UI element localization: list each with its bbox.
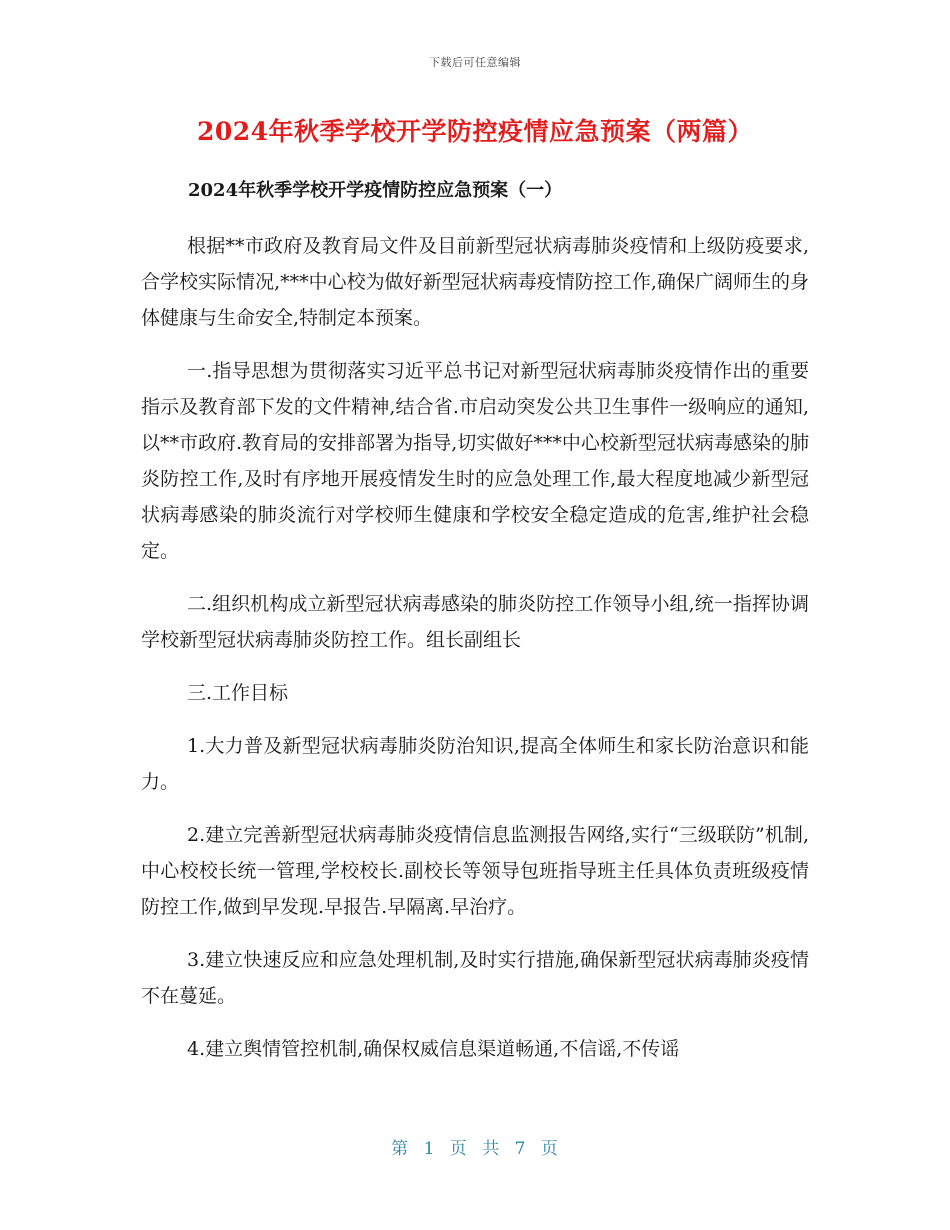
paragraph-goal-1: 1.大力普及新型冠状病毒肺炎防治知识,提高全体师生和家长防治意识和能力。 (141, 735, 809, 793)
section-title: 2024年秋季学校开学疫情防控应急预案（一） (188, 180, 563, 201)
footer-page-prefix: 第 (391, 1139, 410, 1159)
paragraph-intro: 根据**市政府及教育局文件及目前新型冠状病毒肺炎疫情和上级防疫要求,合学校实际情况,***中心校为做好新型冠状病毒疫情防控工作,确保广阔师生的身体健康与生命安全,特制定本预案。 (141, 235, 809, 329)
paragraph-work-goals-heading: 三.工作目标 (187, 682, 289, 704)
paragraph-goal-3: 3.建立快速反应和应急处理机制,及时实行措施,确保新型冠状病毒肺炎疫情不在蔓延。 (141, 949, 809, 1007)
footer-total-suffix: 页 (540, 1139, 559, 1159)
document-body (141, 228, 809, 1084)
paragraph-guiding-thought: 一.指导思想为贯彻落实习近平总书记对新型冠状病毒肺炎疫情作出的重要指示及教育部下发的文件精神,结合省.市启动突发公共卫生事件一级响应的通知,以**市政府.教育局的安排部署为指导,切实做好***中心校新型冠状病毒感染的肺炎防控工作,及时有序地开展疫情发生时的应急处理工作,最大程度地减少新型冠状病毒感染的肺炎流行对学校师生健康和学校安全稳定造成的危害,维护社会稳定。 (141, 360, 809, 562)
paragraph-goal-4: 4.建立舆情管控机制,确保权威信息渠道畅通,不信谣,不传谣 (187, 1038, 680, 1060)
paragraph-goal-2: 2.建立完善新型冠状病毒肺炎疫情信息监测报告网络,实行“三级联防”机制,中心校校长统一管理,学校校长.副校长等领导包班指导班主任具体负责班级疫情防控工作,做到早发现.早报告.早隔离.早治疗。 (141, 824, 809, 918)
page-footer (0, 1134, 950, 1159)
footer-total-prefix: 共 (482, 1139, 501, 1159)
footer-total-pages: 7 (514, 1139, 527, 1159)
footer-page-mid: 页 (449, 1139, 468, 1159)
document-title: 2024年秋季学校开学防控疫情应急预案（两篇） (196, 117, 754, 146)
footer-page-number: 1 (423, 1139, 436, 1159)
header-note: 下载后可任意编辑 (429, 56, 521, 69)
paragraph-organization: 二.组织机构成立新型冠状病毒感染的肺炎防控工作领导小组,统一指挥协调学校新型冠状病毒肺炎防控工作。组长副组长 (141, 593, 809, 651)
